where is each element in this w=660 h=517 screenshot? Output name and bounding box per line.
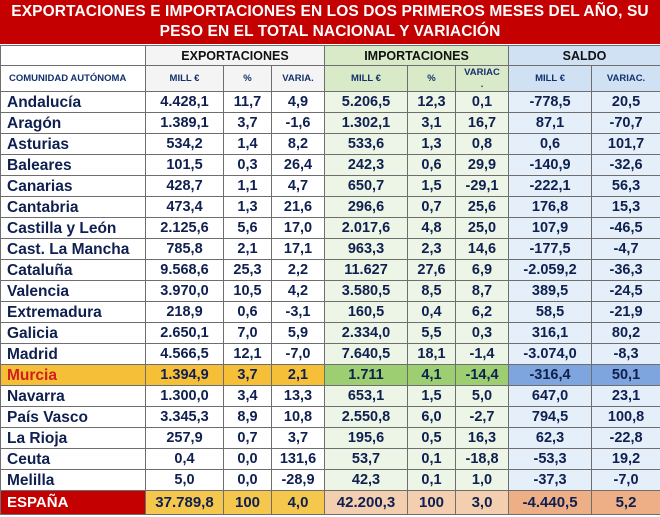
cell-region: Aragón <box>1 113 146 134</box>
cell-exp-mill: 2.650,1 <box>146 323 224 344</box>
cell-imp-pct: 1,5 <box>408 176 456 197</box>
cell-exp-mill: 534,2 <box>146 134 224 155</box>
table-body <box>1 92 660 515</box>
cell-exp-mill: 2.125,6 <box>146 218 224 239</box>
cell-imp-var: 3,0 <box>456 491 509 515</box>
cell-imp-mill: 5.206,5 <box>325 92 408 113</box>
cell-imp-var: -1,4 <box>456 344 509 365</box>
cell-imp-var: 0,3 <box>456 323 509 344</box>
cell-imp-mill: 653,1 <box>325 386 408 407</box>
cell-imp-var: 6,9 <box>456 260 509 281</box>
cell-exp-pct: 7,0 <box>224 323 272 344</box>
cell-exp-pct: 2,1 <box>224 239 272 260</box>
cell-imp-var: -18,8 <box>456 449 509 470</box>
cell-sal-mill: -778,5 <box>509 92 592 113</box>
cell-imp-var: 25,0 <box>456 218 509 239</box>
cell-exp-mill: 218,9 <box>146 302 224 323</box>
cell-sal-var: 5,2 <box>592 491 660 515</box>
cell-imp-pct: 0,6 <box>408 155 456 176</box>
cell-imp-mill: 42,3 <box>325 470 408 491</box>
cell-exp-mill: 1.300,0 <box>146 386 224 407</box>
cell-region: Asturias <box>1 134 146 155</box>
cell-region: Extremadura <box>1 302 146 323</box>
cell-imp-var: -14,4 <box>456 365 509 386</box>
column-header-exp-var: VARIA. <box>272 66 325 92</box>
cell-sal-var: -32,6 <box>592 155 660 176</box>
table-row <box>1 407 660 428</box>
cell-region: ESPAÑA <box>1 491 146 515</box>
cell-sal-mill: 176,8 <box>509 197 592 218</box>
table-row <box>1 281 660 302</box>
cell-imp-mill: 53,7 <box>325 449 408 470</box>
table-row <box>1 323 660 344</box>
cell-exp-var: 26,4 <box>272 155 325 176</box>
cell-sal-mill: 0,6 <box>509 134 592 155</box>
cell-exp-pct: 25,3 <box>224 260 272 281</box>
table-row <box>1 92 660 113</box>
cell-imp-var: 16,7 <box>456 113 509 134</box>
cell-imp-pct: 18,1 <box>408 344 456 365</box>
cell-imp-var: 8,7 <box>456 281 509 302</box>
cell-sal-var: -8,3 <box>592 344 660 365</box>
page-title <box>0 0 660 44</box>
table-row <box>1 176 660 197</box>
cell-exp-var: 10,8 <box>272 407 325 428</box>
cell-region: Ceuta <box>1 449 146 470</box>
cell-region: Valencia <box>1 281 146 302</box>
cell-exp-mill: 1.389,1 <box>146 113 224 134</box>
cell-imp-pct: 5,5 <box>408 323 456 344</box>
column-header-sal-mill: MILL € <box>509 66 592 92</box>
table-row <box>1 365 660 386</box>
cell-imp-pct: 0,5 <box>408 428 456 449</box>
cell-imp-pct: 8,5 <box>408 281 456 302</box>
table-row <box>1 113 660 134</box>
cell-imp-pct: 2,3 <box>408 239 456 260</box>
cell-imp-mill: 7.640,5 <box>325 344 408 365</box>
cell-imp-mill: 42.200,3 <box>325 491 408 515</box>
cell-imp-pct: 100 <box>408 491 456 515</box>
cell-exp-mill: 101,5 <box>146 155 224 176</box>
cell-imp-pct: 27,6 <box>408 260 456 281</box>
cell-sal-mill: -53,3 <box>509 449 592 470</box>
cell-imp-mill: 963,3 <box>325 239 408 260</box>
cell-exp-var: 17,0 <box>272 218 325 239</box>
cell-exp-var: 3,7 <box>272 428 325 449</box>
cell-exp-pct: 10,5 <box>224 281 272 302</box>
cell-sal-var: -24,5 <box>592 281 660 302</box>
cell-imp-pct: 4,8 <box>408 218 456 239</box>
cell-imp-var: -29,1 <box>456 176 509 197</box>
cell-region: La Rioja <box>1 428 146 449</box>
cell-exp-pct: 0,3 <box>224 155 272 176</box>
cell-exp-mill: 257,9 <box>146 428 224 449</box>
cell-exp-mill: 785,8 <box>146 239 224 260</box>
cell-sal-mill: 316,1 <box>509 323 592 344</box>
cell-region: Cantabria <box>1 197 146 218</box>
cell-exp-pct: 5,6 <box>224 218 272 239</box>
cell-region: Madrid <box>1 344 146 365</box>
cell-imp-mill: 1.302,1 <box>325 113 408 134</box>
table-row <box>1 449 660 470</box>
column-header-imp-pct: % <box>408 66 456 92</box>
group-header-balance: SALDO <box>509 46 660 66</box>
cell-sal-var: 80,2 <box>592 323 660 344</box>
cell-exp-mill: 3.345,3 <box>146 407 224 428</box>
column-header-imp-var-bottom: . <box>480 78 484 90</box>
cell-imp-mill: 195,6 <box>325 428 408 449</box>
cell-exp-pct: 0,0 <box>224 449 272 470</box>
cell-exp-mill: 0,4 <box>146 449 224 470</box>
cell-imp-mill: 3.580,5 <box>325 281 408 302</box>
cell-exp-pct: 12,1 <box>224 344 272 365</box>
cell-exp-var: 13,3 <box>272 386 325 407</box>
cell-sal-mill: 389,5 <box>509 281 592 302</box>
cell-imp-pct: 4,1 <box>408 365 456 386</box>
cell-exp-mill: 37.789,8 <box>146 491 224 515</box>
cell-exp-var: 17,1 <box>272 239 325 260</box>
cell-exp-var: 2,1 <box>272 365 325 386</box>
cell-exp-var: 131,6 <box>272 449 325 470</box>
cell-sal-mill: 107,9 <box>509 218 592 239</box>
cell-imp-pct: 1,3 <box>408 134 456 155</box>
cell-exp-var: 4,9 <box>272 92 325 113</box>
cell-sal-var: -4,7 <box>592 239 660 260</box>
cell-exp-mill: 3.970,0 <box>146 281 224 302</box>
cell-imp-var: 0,8 <box>456 134 509 155</box>
cell-imp-var: 14,6 <box>456 239 509 260</box>
cell-sal-mill: 647,0 <box>509 386 592 407</box>
cell-sal-var: 101,7 <box>592 134 660 155</box>
cell-imp-pct: 6,0 <box>408 407 456 428</box>
cell-region: Castilla y León <box>1 218 146 239</box>
cell-imp-mill: 2.334,0 <box>325 323 408 344</box>
trade-table <box>0 45 660 515</box>
cell-region: Andalucía <box>1 92 146 113</box>
cell-exp-mill: 5,0 <box>146 470 224 491</box>
cell-sal-mill: 87,1 <box>509 113 592 134</box>
cell-exp-var: -7,0 <box>272 344 325 365</box>
cell-sal-mill: -37,3 <box>509 470 592 491</box>
cell-exp-var: 8,2 <box>272 134 325 155</box>
cell-exp-mill: 9.568,6 <box>146 260 224 281</box>
column-header-imp-var-top: VARIAC <box>464 66 500 78</box>
cell-exp-var: 4,0 <box>272 491 325 515</box>
cell-exp-pct: 0,6 <box>224 302 272 323</box>
cell-imp-var: 6,2 <box>456 302 509 323</box>
cell-imp-var: 1,0 <box>456 470 509 491</box>
cell-imp-var: -2,7 <box>456 407 509 428</box>
cell-imp-mill: 11.627 <box>325 260 408 281</box>
cell-exp-var: 4,2 <box>272 281 325 302</box>
cell-imp-mill: 160,5 <box>325 302 408 323</box>
cell-exp-var: 21,6 <box>272 197 325 218</box>
column-header-region: COMUNIDAD AUTÓNOMA <box>1 66 146 92</box>
cell-imp-mill: 2.017,6 <box>325 218 408 239</box>
cell-sal-mill: -2.059,2 <box>509 260 592 281</box>
column-header-exp-pct: % <box>224 66 272 92</box>
table-row <box>1 134 660 155</box>
cell-imp-pct: 3,1 <box>408 113 456 134</box>
cell-imp-pct: 0,1 <box>408 449 456 470</box>
cell-imp-mill: 296,6 <box>325 197 408 218</box>
cell-exp-mill: 4.428,1 <box>146 92 224 113</box>
cell-exp-mill: 4.566,5 <box>146 344 224 365</box>
cell-sal-var: 56,3 <box>592 176 660 197</box>
cell-imp-var: 16,3 <box>456 428 509 449</box>
cell-exp-var: 2,2 <box>272 260 325 281</box>
column-header-imp-mill: MILL € <box>325 66 408 92</box>
cell-region: Galicia <box>1 323 146 344</box>
cell-exp-var: 4,7 <box>272 176 325 197</box>
cell-region: Navarra <box>1 386 146 407</box>
cell-region: Canarias <box>1 176 146 197</box>
cell-sal-var: 19,2 <box>592 449 660 470</box>
cell-imp-mill: 533,6 <box>325 134 408 155</box>
table-row <box>1 260 660 281</box>
cell-region: Baleares <box>1 155 146 176</box>
cell-imp-mill: 2.550,8 <box>325 407 408 428</box>
cell-imp-var: 29,9 <box>456 155 509 176</box>
cell-imp-pct: 0,7 <box>408 197 456 218</box>
cell-sal-mill: -222,1 <box>509 176 592 197</box>
table-row <box>1 302 660 323</box>
cell-sal-var: 23,1 <box>592 386 660 407</box>
cell-exp-pct: 100 <box>224 491 272 515</box>
cell-sal-mill: 794,5 <box>509 407 592 428</box>
cell-imp-mill: 242,3 <box>325 155 408 176</box>
cell-imp-pct: 0,1 <box>408 470 456 491</box>
cell-sal-mill: -316,4 <box>509 365 592 386</box>
column-header-sal-var: VARIAC. <box>592 66 660 92</box>
cell-exp-mill: 428,7 <box>146 176 224 197</box>
cell-region: Melilla <box>1 470 146 491</box>
table-row <box>1 239 660 260</box>
table-row <box>1 344 660 365</box>
cell-sal-var: 15,3 <box>592 197 660 218</box>
table-row <box>1 218 660 239</box>
cell-sal-var: -21,9 <box>592 302 660 323</box>
cell-exp-var: 5,9 <box>272 323 325 344</box>
cell-region: Murcia <box>1 365 146 386</box>
table-row <box>1 197 660 218</box>
cell-exp-pct: 3,7 <box>224 365 272 386</box>
cell-exp-pct: 0,0 <box>224 470 272 491</box>
cell-sal-mill: -4.440,5 <box>509 491 592 515</box>
cell-imp-pct: 0,4 <box>408 302 456 323</box>
table-row <box>1 470 660 491</box>
cell-exp-pct: 0,7 <box>224 428 272 449</box>
cell-sal-mill: -3.074,0 <box>509 344 592 365</box>
cell-exp-pct: 3,4 <box>224 386 272 407</box>
cell-exp-pct: 1,1 <box>224 176 272 197</box>
cell-imp-mill: 1.711 <box>325 365 408 386</box>
group-header-row <box>1 46 660 66</box>
cell-exp-mill: 1.394,9 <box>146 365 224 386</box>
column-header-imp-var <box>456 66 509 92</box>
cell-exp-var: -28,9 <box>272 470 325 491</box>
group-header-imports: IMPORTACIONES <box>325 46 509 66</box>
cell-exp-mill: 473,4 <box>146 197 224 218</box>
cell-exp-pct: 8,9 <box>224 407 272 428</box>
group-header-exports: EXPORTACIONES <box>146 46 325 66</box>
table-row <box>1 386 660 407</box>
cell-imp-mill: 650,7 <box>325 176 408 197</box>
cell-exp-pct: 3,7 <box>224 113 272 134</box>
column-header-exp-mill: MILL € <box>146 66 224 92</box>
title-line-2: PESO EN EL TOTAL NACIONAL Y VARIACIÓN <box>159 23 501 40</box>
cell-sal-var: -70,7 <box>592 113 660 134</box>
cell-imp-pct: 12,3 <box>408 92 456 113</box>
cell-sal-var: 100,8 <box>592 407 660 428</box>
cell-sal-var: 20,5 <box>592 92 660 113</box>
title-line-1: EXPORTACIONES E IMPORTACIONES EN LOS DOS PRIMEROS MESES DEL AÑO, SU <box>11 3 649 20</box>
cell-sal-mill: -177,5 <box>509 239 592 260</box>
cell-exp-pct: 11,7 <box>224 92 272 113</box>
group-header-blank <box>1 46 146 66</box>
cell-sal-var: 50,1 <box>592 365 660 386</box>
cell-imp-var: 25,6 <box>456 197 509 218</box>
cell-sal-var: -7,0 <box>592 470 660 491</box>
cell-exp-pct: 1,3 <box>224 197 272 218</box>
cell-imp-var: 5,0 <box>456 386 509 407</box>
cell-sal-var: -46,5 <box>592 218 660 239</box>
cell-region: Cataluña <box>1 260 146 281</box>
column-header-row <box>1 66 660 92</box>
cell-sal-mill: 58,5 <box>509 302 592 323</box>
cell-exp-pct: 1,4 <box>224 134 272 155</box>
cell-region: País Vasco <box>1 407 146 428</box>
cell-sal-mill: 62,3 <box>509 428 592 449</box>
table-row <box>1 428 660 449</box>
table-row <box>1 155 660 176</box>
cell-sal-var: -22,8 <box>592 428 660 449</box>
cell-imp-var: 0,1 <box>456 92 509 113</box>
cell-imp-pct: 1,5 <box>408 386 456 407</box>
total-row <box>1 491 660 515</box>
cell-region: Cast. La Mancha <box>1 239 146 260</box>
cell-exp-var: -3,1 <box>272 302 325 323</box>
cell-sal-var: -36,3 <box>592 260 660 281</box>
cell-exp-var: -1,6 <box>272 113 325 134</box>
cell-sal-mill: -140,9 <box>509 155 592 176</box>
